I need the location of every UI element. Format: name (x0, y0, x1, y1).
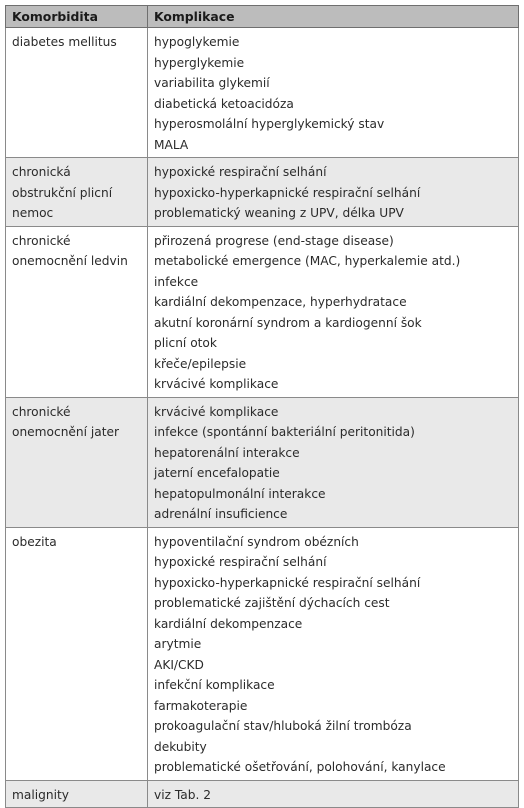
complication-item: křeče/epilepsie (154, 356, 247, 371)
complication-item: jaterní encefalopatie (154, 466, 280, 480)
header-comorbidity: Komorbidita (6, 6, 148, 28)
complication-item: kardiální dekompenzace, hyperhydratace (154, 295, 407, 309)
complication-item: AKI/CKD (154, 657, 204, 672)
comorbidity-text: onemocnění ledvin (12, 254, 128, 268)
complication-item: plicní otok (154, 336, 217, 350)
comorbidity-cell (6, 158, 148, 227)
table-header-row (6, 6, 519, 28)
complication-item: hepatopulmonální interakce (154, 486, 326, 501)
complication-item: MALA (154, 137, 189, 152)
table-row (6, 158, 519, 227)
complication-item: hypoglykemie (154, 35, 240, 49)
comorbidity-text: nemoc (12, 206, 54, 220)
complication-item: hypoxicko-hyperkapnické respirační selhání (154, 575, 421, 590)
comorbidity-text: onemocnění jater (12, 425, 120, 439)
comorbidity-cell (6, 397, 148, 527)
table-row (6, 28, 519, 158)
comorbidity-text: chronické (12, 233, 71, 248)
complication-item: viz Tab. 2 (154, 787, 212, 802)
comorbidity-text: malignity (12, 787, 69, 802)
complication-item: farmakoterapie (154, 698, 248, 713)
comorbidity-cell (6, 527, 148, 780)
complication-item: dekubity (154, 739, 207, 754)
comorbidity-cell (6, 226, 148, 397)
complications-cell (148, 397, 519, 527)
complication-item: hyperosmolální hyperglykemický stav (154, 117, 385, 131)
complication-item: problematický weaning z UPV, délka UPV (154, 206, 404, 220)
table-body (6, 28, 519, 808)
complication-item: krvácivé komplikace (154, 377, 279, 391)
table-row (6, 527, 519, 780)
complication-item: prokoagulační stav/hluboká žilní trombóza (154, 719, 412, 733)
table-row (6, 397, 519, 527)
complications-cell (148, 527, 519, 780)
complication-item: infekce (154, 274, 199, 289)
complication-item: hypoxicko-hyperkapnické respirační selhání (154, 185, 421, 200)
complication-item: metabolické emergence (MAC, hyperkalemie atd.) (154, 254, 461, 268)
comorbidity-text: diabetes mellitus (12, 35, 117, 49)
complication-item: akutní koronární syndrom a kardiogenní šok (154, 315, 422, 330)
comorbidity-table (5, 5, 519, 808)
complication-item: hyperglykemie (154, 55, 245, 70)
complications-cell (148, 158, 519, 227)
comorbidity-text: chronická (12, 165, 71, 179)
table-row (6, 780, 519, 808)
complication-item: problematické ošetřování, polohování, kanylace (154, 760, 446, 774)
complication-item: hepatorenální interakce (154, 445, 300, 460)
complication-item: hypoxické respirační selhání (154, 165, 327, 179)
complications-cell (148, 226, 519, 397)
complication-item: adrenální insuficience (154, 507, 288, 521)
complication-item: diabetická ketoacidóza (154, 96, 294, 111)
complication-item: přirozená progrese (end-stage disease) (154, 233, 394, 248)
complication-item: variabilita glykemií (154, 76, 270, 90)
comorbidity-cell (6, 28, 148, 158)
header-complications: Komplikace (148, 6, 519, 28)
comorbidity-cell (6, 780, 148, 808)
complication-item: arytmie (154, 637, 202, 651)
complication-item: krvácivé komplikace (154, 404, 279, 419)
complication-item: kardiální dekompenzace (154, 616, 303, 631)
comorbidity-text: obstrukční plicní (12, 185, 113, 200)
complication-item: hypoxické respirační selhání (154, 555, 327, 569)
complications-cell (148, 780, 519, 808)
complication-item: hypoventilační syndrom obézních (154, 534, 359, 549)
table-row (6, 226, 519, 397)
comorbidity-text: chronické (12, 404, 71, 419)
complications-cell (148, 28, 519, 158)
complication-item: infekce (spontánní bakteriální peritonitida) (154, 425, 415, 439)
comorbidity-text: obezita (12, 534, 57, 549)
complication-item: problematické zajištění dýchacích cest (154, 596, 390, 610)
complication-item: infekční komplikace (154, 678, 275, 692)
